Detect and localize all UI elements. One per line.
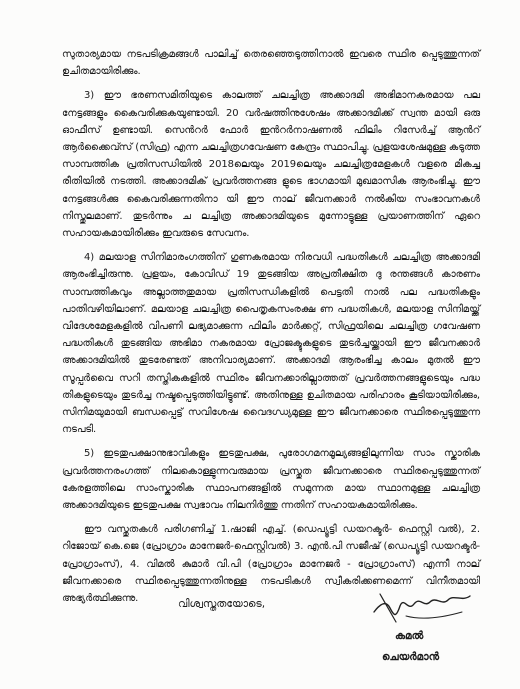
signatory-name: കമൽ bbox=[395, 630, 424, 642]
paragraph-4-projects: 4) മലയാള സിനിമാരംഗത്തിന് ഗുണകരമായ നിരവധി പദ്ധതികൾ ചലച്ചിത്ര അക്കാദമി ആരംഭിച്ചിരുന്നു. പ്രളയം, കോവിഡ് 19 തുടങ്ങിയ അപ്രതീക്ഷിത ദു രന്തങ്ങൾ കാരണം സാമ്പത്തികവും അല്ലാത്തതുമായ പ്രതിസന്ധികളിൽ പെട്ടതി നാൽ പല പദ്ധതികളും പാതിവഴിയിലാണ്. മലയാള ചലച്ചിത്ര പൈതൃകസംരക്ഷ ണ പദ്ധതികൾ, മലയാള സിനിമയ്ക്ക് വിദേശമേളകളിൽ വിപണി ലഭ്യമാക്കുന്ന ഫിലിം മാർക്കറ്റ്, സിഫ്രയിലെ ചലച്ചിത്ര ഗവേഷണ പദ്ധതികൾ തുടങ്ങിയ അഭിമാ നകരമായ പ്രോജക്ടുകളുടെ തുടർച്ചയ്ക്കായി ഈ ജീവനക്കാർ അക്കാദമിയിൽ തുടരേണ്ടത് അനിവാര്യമാണ്. അക്കാദമി ആരംഭിച്ച കാലം മുതൽ ഈ സൂപ്പർവൈ സറി തസ്തികകളിൽ സ്ഥിരം ജീവനക്കാരില്ലാത്തത് പ്രവർത്തനങ്ങളുടെയും പദ്ധ തികളുടെയും തുടർച്ച നഷ്ടപ്പെടുത്തിയിട്ടുണ്ട്. അതിനുള്ള ഉചിതമായ പരിഹാരം കൂടിയായിരിക്കും, സിനിമയുമായി ബന്ധപ്പെട്ട് സവിശേഷ വൈദഗ്ധ്യമുള്ള ഈ ജീവനക്കാരെ സ്ഥിരപ്പെടുത്തുന്ന നടപടി. bbox=[62, 252, 480, 436]
paragraph-3-achievements: 3) ഈ ഭരണസമിതിയുടെ കാലത്ത് ചലച്ചിത്ര അക്കാദമി അഭിമാനകരമായ പല നേട്ടങ്ങളും കൈവരിക്കുകയുണ്ടായി. 20 വർഷത്തിനുശേഷം അക്കാദമിക്ക് സ്വന്ത മായി ഒരു ഓഫീസ് ഉണ്ടായി. സെൻറർ ഫോർ ഇൻറർനാഷണൽ ഫിലിം റിസേർച്ച് ആൻറ് ആർക്കൈവ്സ് (സിഫ്ര) എന്ന ചലച്ചിത്രഗവേഷണ കേന്ദ്രം സ്ഥാപിച്ചു. പ്രളയശേഷമുള്ള കടുത്ത സാമ്പത്തിക പ്രതിസന്ധിയിൽ 2018ലെയും 2019ലെയും ചലച്ചിത്രമേളകൾ വളരെ മികച്ച രീതിയിൽ നടത്തി. അക്കാദമിക് പ്രവർത്തനങ്ങ ളുടെ ഭാഗമായി മുഖമാസിക ആരംഭിച്ചു. ഈ നേട്ടങ്ങൾക്കു കൈവരിക്കുന്നതിനാ യി ഈ നാല് ജീവനക്കാർ നൽകിയ സംഭാവനകൾ നിസ്തുലമാണ്. തുടർന്നും ച ലച്ചിത്ര അക്കാദമിയുടെ മുന്നോട്ടുള്ള പ്രയാണത്തിന് ഏറെ സഹായകമായിരിക്കും ഇവരുടെ സേവനം. bbox=[62, 90, 480, 240]
paragraph-request: ഈ വസ്തുതകൾ പരിഗണിച്ച് 1.ഷാജി എച്ച്. (ഡെപ്യൂട്ടി ഡയറക്ടർ- ഫെസ്റ്റി വൽ), 2. റിജോയ് കെ.ജെ (പ്രോഗ്രാം മാനേജർ-ഫെസ്റ്റിവൽ) 3. എൻ.പി സജീഷ് (ഡെപ്യൂട്ടി ഡയറക്ടർ- പ്രോഗ്രാംസ്), 4. വിമൽ കുമാർ വി.പി (പ്രോഗ്രാം മാനേജർ - പ്രോഗ്രാംസ്) എന്നീ നാല് ജീവനക്കാരെ സ്ഥിരപ്പെടുത്തുന്നതിനുള്ള നടപടികൾ സ്വീകരിക്കണമെന്ന് വിനീതമായി അഭ്യർത്ഥിക്കുന്നു. bbox=[62, 524, 480, 605]
paragraph-continuation: സുതാര്യമായ നടപടിക്രമങ്ങൾ പാലിച്ച് തെരഞ്ഞെടുത്തിനാൽ ഇവരെ സ്ഥിര പ്പെടുത്തുന്നത് ഉചിതമായിരിക്കും. bbox=[62, 49, 480, 78]
handwritten-signature bbox=[366, 582, 478, 630]
signatory-title: ചെയർമാൻ bbox=[382, 651, 440, 663]
closing-salutation: വിശ്വസ്തതയോടെ, bbox=[178, 598, 266, 610]
paragraph-5-values: 5) ഇടതുപക്ഷാനുഭാവികളും ഇടതുപക്ഷ, പുരോഗമനമൂല്യങ്ങളിലുന്നിയ സാം സ്കാരിക പ്രവർത്തനരംഗത്ത് നിലകൊള്ളുന്നവരുമായ പ്രസ്തുത ജീവനക്കാരെ സ്ഥിരപ്പെടുത്തുന്നത് കേരളത്തിലെ സാംസ്കാരിക സ്ഥാപനങ്ങളിൽ സമുന്നത മായ സ്ഥാനമുള്ള ചലച്ചിത്ര അക്കാദമിയുടെ ഇടതുപക്ഷ സ്വഭാവം നിലനിർത്തു ന്നതിന് സഹായകമായിരിക്കും. bbox=[62, 448, 480, 512]
letter-body bbox=[62, 46, 480, 607]
